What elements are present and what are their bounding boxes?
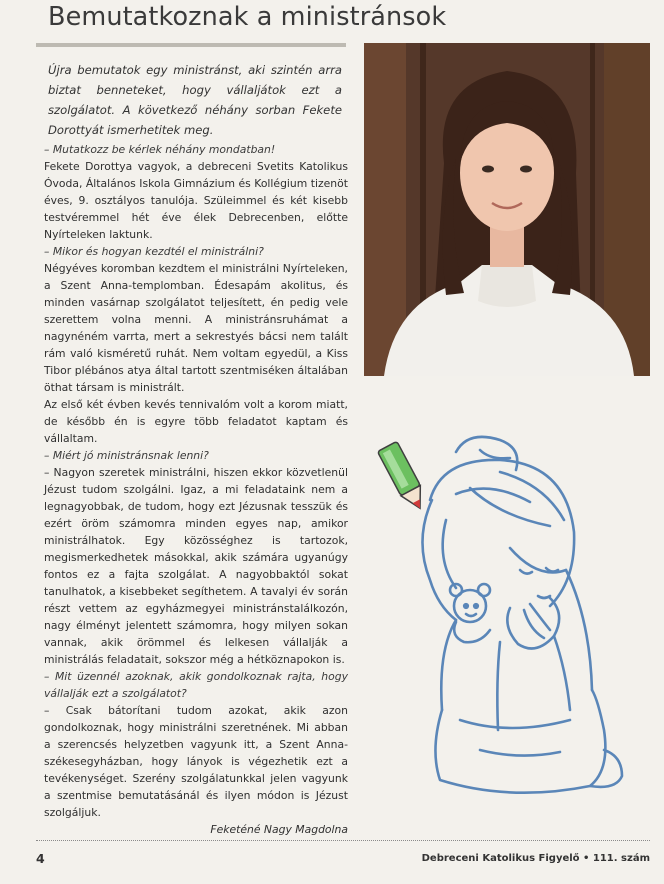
publication-name: Debreceni Katolikus Figyelő • 111. szám (421, 853, 650, 864)
interview-question: – Mit üzennél azoknak, akik gondolkoznak rajta, hogy vállalják ezt a szolgálatot? (44, 670, 348, 700)
article-author: Feketéné Nagy Magdolna (210, 823, 348, 836)
interview-answer: – Nagyon szeretek ministrálni, hiszen ekkor közvetlenül Jézust tudom szolgálni. Igaz, a mi feladataink nem a legnagyobbak, de tudom, hogy ezt Jézusnak tesszük és ezért öröm számomra minden egyes nap, amikor ministrálhatok. Egy közösséghez is tartozok, megismerkedhetek másokkal, akik számára ugyanúgy fontos ez a fajta szolgálat. A nagyobbaktól sokat tanulhatok, a kisebbeket segíthetem. A tavalyi év során részt vettem az egyházmegyei ministránstalálkozón, nagy élményt jelentett számomra, hogy milyen sokan vannak, akik örömmel és lelkesen vállalják a ministrálás feladatait, sokszor még a hétköznapokon is. (44, 466, 348, 666)
portrait-photo (364, 43, 650, 376)
praying-girl-coloring-illustration (360, 430, 650, 814)
interview-answer: Fekete Dorottya vagyok, a debreceni Svetits Katolikus Óvoda, Általános Iskola Gimnázium és Kollégium tizenöt éves, 9. osztályos tanulója. Szüleimmel és két kisebb testvéremmel hét éve élek Debrecenben, előtte Nyírteleken laktunk. (44, 160, 348, 241)
lead-paragraph: Újra bemutatok egy ministránst, aki szintén arra biztat benneteket, hogy vállaljátok ezt a szolgálatot. A következő néhány sorban Fekete Dorottyát ismerhetitek meg. (48, 63, 342, 137)
footer-divider (36, 840, 650, 841)
page-title: Bemutatkoznak a ministránsok (48, 2, 447, 32)
page-number: 4 (36, 851, 45, 866)
lead-divider (36, 43, 346, 47)
interview-answer: Négyéves koromban kezdtem el ministrálni Nyírteleken, a Szent Anna-templomban. Édesapám akolitus, és minden vasárnap szolgálatot teljesített, én pedig vele szerettem volna menni. A ministránsruhámat a nagynéném varrta, mert a sekrestyés bácsi nem talált rám való kisméretű ruhát. Nem voltam egyedül, a Kiss Tibor plébános atya által tartott szentmiséken általában öthat társam is ministrált. (44, 262, 348, 394)
interview-question: – Miért jó ministránsnak lenni? (44, 449, 209, 462)
article-body (44, 141, 348, 838)
interview-answer: – Csak bátorítani tudom azokat, akik azon gondolkoznak, hogy ministrálni szeretnének. Mi abban a szerencsés helyzetben vagyunk itt, a Szent Anna-székesegyházban, hogy lányok is végezhetik ezt a tevékenységet. Szerény szolgálatunkkal jelen vagyunk a szentmise bemutatásánál és ilyen módon is Jézust szolgáljuk. (44, 704, 348, 819)
interview-question: – Mikor és hogyan kezdtél el ministrálni? (44, 245, 264, 258)
pencil-icon (377, 441, 429, 513)
interview-answer: Az első két évben kevés tennivalóm volt a korom miatt, de később én is egyre több feladatot kaptam és vállaltam. (44, 398, 348, 445)
interview-question: – Mutatkozz be kérlek néhány mondatban! (44, 143, 276, 156)
